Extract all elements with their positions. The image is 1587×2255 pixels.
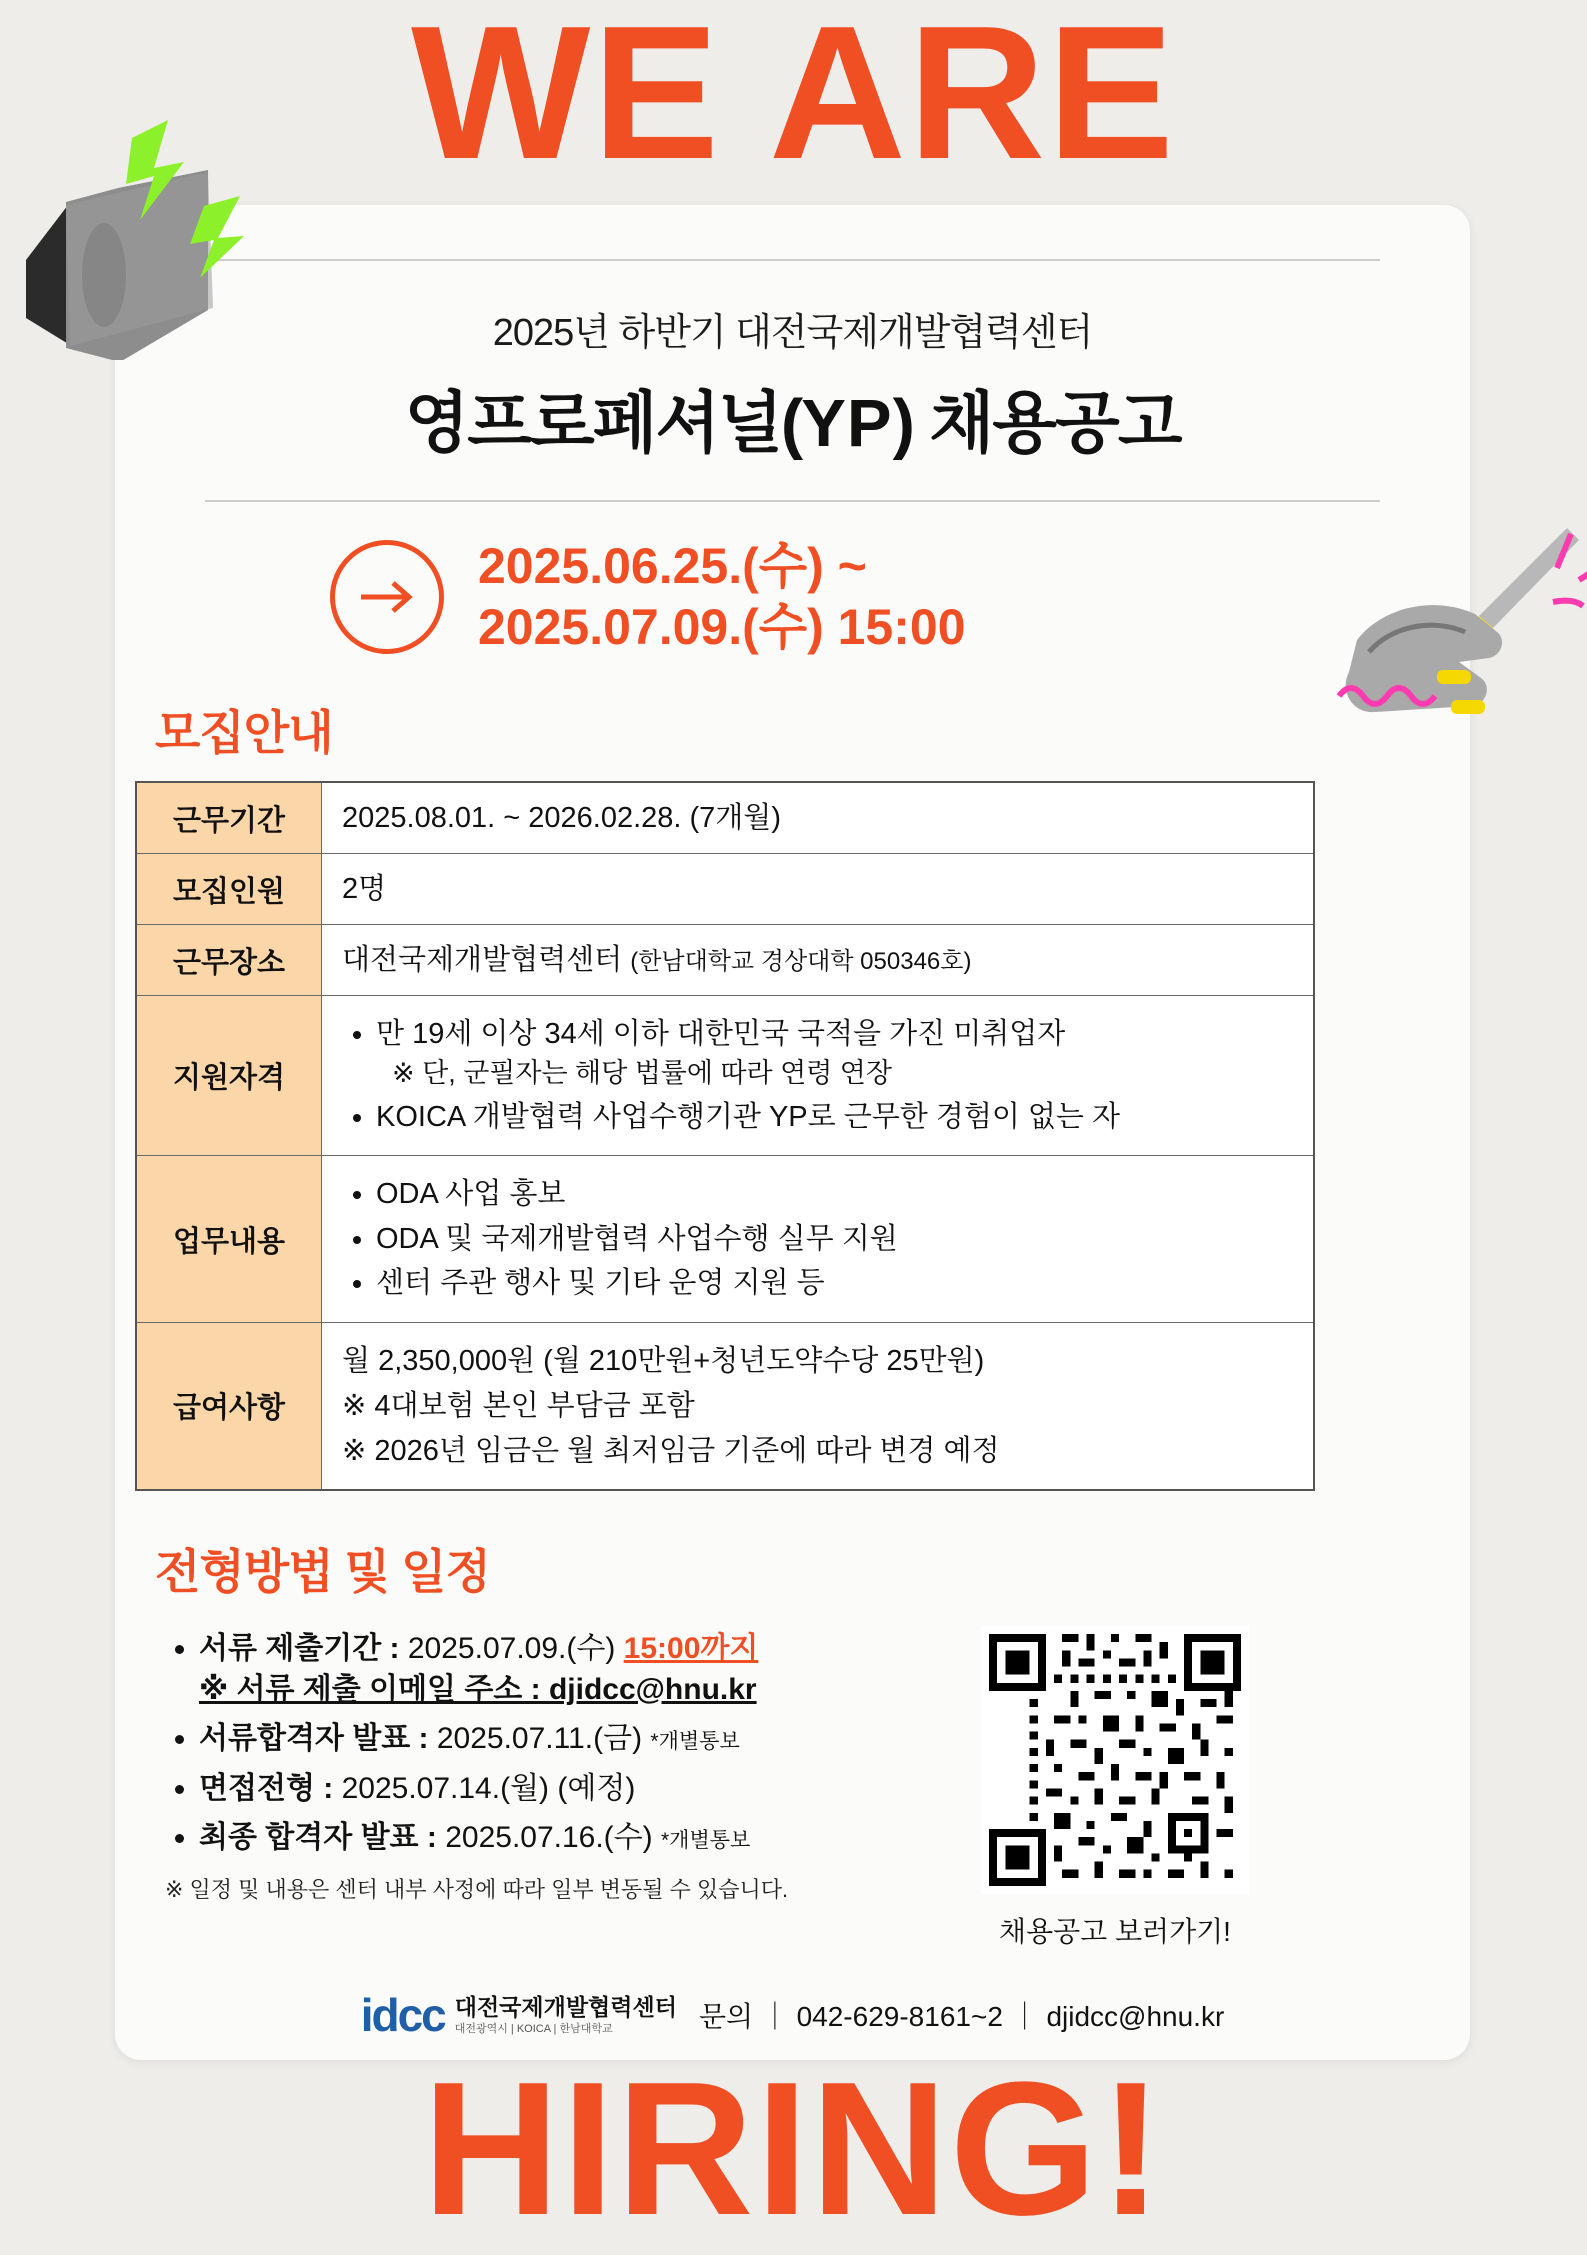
date-line-1: 2025.06.25.(수) ~ xyxy=(478,538,867,594)
title-yp: YP xyxy=(801,386,893,461)
list-item xyxy=(199,1769,945,1810)
row-value xyxy=(322,1322,1315,1490)
title-left: 영프로페셔널( xyxy=(404,386,802,461)
hand-with-pen-icon xyxy=(1317,520,1587,770)
list-item xyxy=(376,1014,1293,1092)
subtitle: 2025년 하반기 대전국제개발협력센터 xyxy=(492,312,1093,354)
table-row xyxy=(136,782,1314,854)
row-value: 2명 xyxy=(322,854,1315,925)
schedule-and-qr xyxy=(115,1620,1470,1950)
salary-lines xyxy=(342,1340,1293,1472)
email-note: ※ 서류 제출 이메일 주소 : djidcc@hnu.kr xyxy=(199,1672,757,1706)
item-label: 서류합격자 발표 : xyxy=(199,1722,437,1756)
schedule-block xyxy=(155,1620,945,1904)
table-row xyxy=(136,1322,1314,1490)
salary-line: ※ 4대보험 본인 부담금 포함 xyxy=(342,1389,695,1422)
recruit-info-table xyxy=(135,781,1315,1491)
header-block xyxy=(115,205,1470,502)
row-label: 지원자격 xyxy=(136,996,322,1156)
row-label: 근무기간 xyxy=(136,782,322,854)
list-item xyxy=(376,1097,1293,1138)
item-note: *개별통보 xyxy=(660,1829,751,1853)
item-value: 2025.07.14.(월) (예정) xyxy=(341,1771,636,1805)
logo-text-block xyxy=(455,1994,677,2036)
date-text xyxy=(478,536,966,658)
headline-top: WE ARE xyxy=(411,0,1176,199)
divider-bottom xyxy=(205,500,1380,502)
schedule-footnote: ※ 일정 및 내용은 센터 내부 사정에 따라 일부 변동될 수 있습니다. xyxy=(165,1876,789,1902)
item-note: *개별통보 xyxy=(650,1730,740,1754)
logo-partners: 대전광역시 | KOICA | 한남대학교 xyxy=(454,2023,613,2036)
list-item xyxy=(199,1629,945,1710)
list-item: • ODA 및 국제개발협력 사업수행 실무 지원 xyxy=(376,1219,1293,1260)
row-value xyxy=(322,996,1315,1156)
list-item-text: KOICA 개발협력 사업수행기관 YP로 근무한 경험이 없는 자 xyxy=(376,1100,1121,1133)
item-label: 서류 제출기간 : xyxy=(199,1632,408,1666)
arrow-right-icon xyxy=(330,540,444,654)
item-value: 2025.07.11.(금) xyxy=(436,1722,651,1756)
duties-list xyxy=(342,1174,1293,1304)
qr-caption: 채용공고 보러가기! xyxy=(999,1916,1231,1948)
organization-logo xyxy=(360,1989,677,2042)
divider-top xyxy=(205,259,1380,261)
table-row xyxy=(136,854,1314,925)
workplace-name: 대전국제개발협력센터 xyxy=(342,944,623,977)
list-item-text: 만 19세 이상 34세 이하 대한민국 국적을 가진 미취업자 xyxy=(376,1018,1066,1051)
schedule-list xyxy=(155,1629,945,1859)
list-item-note: ※ 단, 군필자는 해당 법률에 따라 연령 연장 xyxy=(392,1057,892,1088)
list-item: • 센터 주관 행사 및 기타 운영 지원 등 xyxy=(376,1263,1293,1304)
list-item: • ODA 사업 홍보 xyxy=(376,1174,1293,1215)
workplace-detail: (한남대학교 경상대학 050346호) xyxy=(630,948,972,976)
application-period xyxy=(330,536,1470,658)
item-label: 면접전형 : xyxy=(199,1771,342,1805)
row-label: 급여사항 xyxy=(136,1322,322,1490)
logo-mark: idcc xyxy=(360,1989,445,2042)
logo-name: 대전국제개발협력센터 xyxy=(454,1993,677,2020)
row-value: 2025.08.01. ~ 2026.02.28. (7개월) xyxy=(322,782,1315,854)
title-right: ) 채용공고 xyxy=(892,386,1181,461)
row-label: 업무내용 xyxy=(136,1156,322,1323)
list-item xyxy=(199,1818,945,1859)
table-row xyxy=(136,1156,1314,1323)
row-label: 근무장소 xyxy=(136,925,322,996)
headline-bottom: HIRING! xyxy=(422,2042,1165,2255)
salary-line: ※ 2026년 임금은 월 최저임금 기준에 따라 변경 예정 xyxy=(342,1435,1000,1467)
footer xyxy=(115,1989,1470,2042)
row-label: 모집인원 xyxy=(136,854,322,925)
item-label: 최종 합격자 발표 : xyxy=(199,1821,446,1855)
salary-line: 월 2,350,000원 (월 210만원+청년도약수당 25만원) xyxy=(342,1344,985,1377)
qualification-list xyxy=(342,1014,1293,1137)
date-line-2: 2025.07.09.(수) 15:00 xyxy=(478,599,966,655)
list-item xyxy=(199,1719,945,1760)
section-heading-recruit: 모집안내 xyxy=(155,706,333,759)
qr-code-block[interactable] xyxy=(981,1626,1249,1950)
row-value xyxy=(322,925,1315,996)
content-card xyxy=(115,205,1470,2060)
row-value xyxy=(322,1156,1315,1323)
page-title xyxy=(115,370,1470,466)
qr-code-icon[interactable] xyxy=(981,1626,1249,1894)
item-value: 2025.07.09.(수) xyxy=(407,1632,624,1666)
item-value: 2025.07.16.(수) xyxy=(445,1821,661,1855)
table-row xyxy=(136,925,1314,996)
section-heading-schedule: 전형방법 및 일정 xyxy=(155,1545,490,1599)
megaphone-icon xyxy=(8,110,263,360)
contact-info: 문의 ｜ 042-629-8161~2 ｜ djidcc@hnu.kr xyxy=(698,2001,1225,2033)
table-row xyxy=(136,996,1314,1156)
deadline-highlight: 15:00까지 xyxy=(623,1632,759,1666)
